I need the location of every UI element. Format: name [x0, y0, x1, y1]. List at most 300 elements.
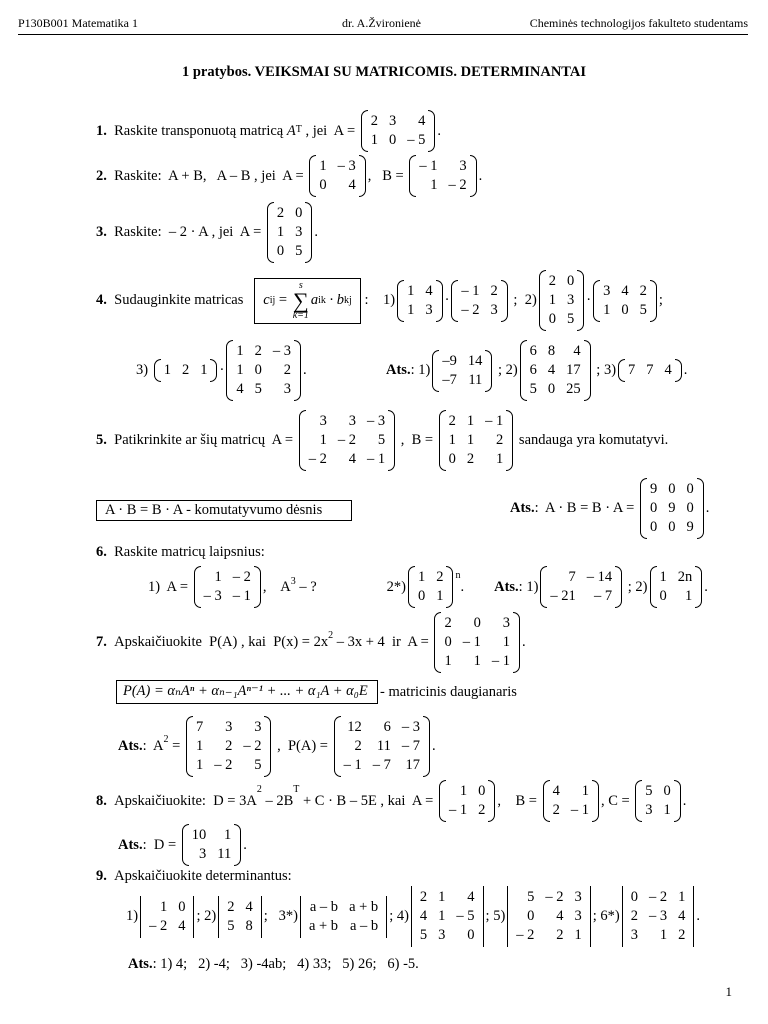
matrix-grid — [306, 410, 388, 471]
bracket-right — [254, 566, 261, 608]
problem-1: 1. Raskite transponuotą matricą A T , jei A = 2 3 4 1 0 – 5 . — [96, 110, 441, 152]
matrix-entry: a + b — [349, 898, 379, 915]
matrix-grid — [458, 280, 500, 322]
problem-4-part-3: 3) 1 2 1 · 1 2 – 3 1 0 2 4 5 3 . — [136, 340, 307, 401]
matrix-entry: 0 — [686, 481, 694, 497]
matrix-entry: 7 — [628, 362, 636, 378]
matrix-entry: 5 — [645, 783, 653, 799]
audience-text: Cheminės technologijos fakulteto studentams — [529, 16, 748, 30]
matrix-entry: 1 — [430, 177, 438, 193]
matrix-entry: – 2 — [461, 301, 480, 318]
matrix-entry: 2 — [448, 413, 456, 429]
matrix-entry: 9 — [686, 519, 694, 535]
bracket-left — [540, 566, 547, 608]
matrix-entry: 1 — [223, 827, 232, 843]
matrix-entry: – 1 — [461, 282, 480, 299]
bracket-right — [675, 359, 682, 382]
bracket-left — [650, 566, 657, 608]
commutativity-law-box: A · B = B · A - komutatyvumo dėsnis — [96, 500, 352, 521]
matrix-entry: 3 — [389, 113, 397, 129]
bracket-left — [182, 824, 189, 866]
matrix-entry: 0 — [478, 783, 486, 799]
bracket-right — [577, 270, 584, 331]
matrix-entry: 1 — [214, 569, 222, 585]
matrix-entry: 4 — [552, 783, 560, 799]
matrix-entry: 2 — [254, 343, 262, 359]
matrix-entry: 1 — [459, 783, 468, 799]
matrix-entry: – 1 — [232, 588, 251, 604]
matrix-entry: 0 — [527, 908, 535, 924]
matrix-grid — [404, 280, 436, 322]
bracket-left — [411, 886, 412, 947]
matrix-entry: – 1 — [570, 802, 589, 818]
matrix-entry: 4 — [621, 282, 629, 299]
matrix-entry: 5 — [254, 381, 262, 397]
matrix-grid — [441, 612, 513, 673]
bracket-left — [539, 270, 546, 331]
bracket-left — [593, 280, 600, 322]
bracket-right — [436, 280, 443, 322]
matrix-entry: 2 — [227, 898, 235, 915]
matrix-entry: 1 — [685, 588, 693, 604]
matrix-entry: 5 — [377, 432, 386, 448]
bracket-right — [488, 780, 495, 822]
matrix-entry: – 1 — [491, 653, 510, 669]
matrix-entry: – 2 — [214, 757, 233, 773]
matrix-entry: –7 — [442, 371, 457, 388]
matrix-entry: 2 — [552, 802, 560, 818]
matrix-grid — [415, 566, 447, 608]
matrix-entry: 1 — [236, 343, 244, 359]
polynomial-formula-box: P(A) = αₙAⁿ + αₙ₋₁Aⁿ⁻¹ + ... + α₁A + α₀E — [116, 680, 378, 704]
matrix-entry: 1 — [548, 292, 557, 308]
matrix-entry: 3 — [502, 615, 510, 631]
bracket-right — [264, 716, 271, 777]
matrix-grid — [657, 566, 696, 608]
problem-5: 5. Patikrinkite ar šių matricų A = 3 3 – 3 1 – 2 5 – 2 4 – 1 , B = 2 1 – 1 1 1 2 0 2 1 sandauga yra komutatyvi. — [96, 410, 668, 471]
matrix-entry: 8 — [245, 917, 253, 934]
matrix-entry: – 1 — [485, 413, 504, 429]
bracket-left — [300, 896, 301, 938]
matrix-entry: – 3 — [401, 719, 420, 735]
matrix-entry: 1 — [444, 653, 452, 669]
matrix-entry: 6 — [529, 362, 537, 378]
matrix-entry: 2 — [630, 908, 639, 924]
bracket-right — [695, 566, 702, 608]
matrix-entry: 1 — [407, 301, 415, 318]
matrix-entry: 4 — [245, 898, 253, 915]
matrix-entry: 0 — [548, 311, 557, 327]
matrix-entry: – 2 — [337, 432, 356, 448]
matrix-entry: 0 — [448, 451, 456, 467]
matrix-entry: 0 — [276, 243, 285, 259]
matrix-grid — [233, 340, 294, 401]
problem-7: 7. Apskaičiuokite P(A) , kai P(x) = 2x $^2$ – 3x + 4 ir A = 2 0 3 0 – 1 1 1 1 – 1 . — [96, 612, 526, 673]
matrix-entry: 5 — [567, 311, 575, 327]
matrix-entry: 3 — [319, 413, 327, 429]
bracket-right — [305, 202, 312, 263]
bracket-left — [186, 716, 193, 777]
matrix-entry: 1 — [466, 413, 475, 429]
matrix-entry: – 3 — [366, 413, 386, 429]
matrix-entry: 3 — [199, 846, 207, 862]
matrix-b — [409, 155, 476, 197]
matrix-entry: 1 — [438, 889, 446, 905]
matrix-grid — [224, 896, 256, 938]
matrix-entry: 0 — [668, 519, 676, 535]
matrix-entry: 4 — [556, 908, 564, 924]
matrix-entry: 1 — [574, 927, 582, 943]
matrix-entry: 2 — [444, 615, 452, 631]
matrix-a — [309, 155, 365, 197]
matrix-entry: 0 — [686, 500, 694, 516]
bracket-right — [193, 896, 194, 938]
matrix-entry: 1 — [319, 158, 327, 174]
bracket-right — [388, 410, 395, 471]
matrix-entry: 1 — [195, 757, 204, 773]
bracket-left — [218, 896, 219, 938]
matrix-grid — [647, 478, 697, 539]
bracket-right — [693, 886, 694, 947]
matrix-entry: 1 — [502, 634, 510, 650]
matrix-entry: 12 — [347, 719, 362, 735]
bracket-right — [470, 155, 477, 197]
matrix-entry: – 1 — [419, 158, 438, 174]
matrix-entry: 1 — [200, 362, 208, 378]
bracket-left — [309, 155, 316, 197]
matrix-entry: 5 — [529, 381, 537, 397]
matrix-grid — [446, 780, 488, 822]
matrix-entry: 3 — [225, 719, 233, 735]
bracket-right — [501, 280, 508, 322]
matrix-entry: 5 — [527, 889, 535, 905]
problem-5-answer: Ats. : A · B = B · A = 9 0 0 0 9 0 0 0 9 . — [510, 478, 709, 539]
bracket-right — [485, 350, 492, 392]
matrix-entry: 3 — [490, 301, 498, 318]
matrix-entry: 2 — [181, 362, 190, 378]
matrix-entry: 3 — [459, 158, 467, 174]
matrix-entry: 0 — [389, 132, 397, 148]
matrix-entry: a – b — [350, 917, 379, 934]
bracket-right — [483, 886, 484, 947]
matrix-entry: 5 — [419, 927, 428, 943]
matrix-grid — [550, 780, 592, 822]
bracket-left — [618, 359, 625, 382]
matrix-entry: – 14 — [586, 569, 613, 585]
matrix-entry: 0 — [668, 481, 676, 497]
matrix-entry: 4 — [419, 908, 428, 924]
bracket-left — [397, 280, 404, 322]
matrix-entry: 2 — [283, 362, 291, 378]
matrix-entry: 2 — [490, 282, 498, 299]
matrix-entry: 0 — [659, 588, 667, 604]
matrix-entry: 4 — [467, 889, 475, 905]
matrix-entry: 4 — [348, 177, 356, 193]
matrix-entry: 1 — [603, 301, 611, 318]
matrix-entry: 1 — [466, 432, 475, 448]
matrix-entry: 3 — [574, 908, 582, 924]
matrix-a — [361, 110, 436, 152]
matrix-entry: – 3 — [203, 588, 222, 604]
matrix-entry: 4 — [425, 282, 433, 299]
matrix-entry: – 5 — [456, 908, 475, 924]
matrix-entry: 0 — [178, 898, 186, 915]
bracket-right — [674, 780, 681, 822]
matrix-grid — [201, 566, 254, 608]
matrix-grid — [306, 896, 381, 938]
matrix-entry: 11 — [217, 846, 232, 862]
bracket-left — [439, 410, 446, 471]
bracket-left — [267, 202, 274, 263]
bracket-right — [590, 886, 591, 947]
matrix-grid — [146, 896, 188, 938]
matrix-entry: 0 — [444, 634, 452, 650]
bracket-right — [359, 155, 366, 197]
matrix-entry: 5 — [295, 243, 303, 259]
matrix-grid — [600, 280, 650, 322]
matrix-entry: 3 — [645, 802, 653, 818]
matrix-entry: 0 — [621, 301, 629, 318]
problem-9: 9. Apskaičiuokite determinantus: — [96, 868, 292, 884]
problem-4: 4. Sudauginkite matricas c ij = s ∑ k=1 a ik · b kj : 1) 1 4 1 3 · – 1 2 – 2 3 ; 2) 2 0 1 3 0 5 · 3 4 2 1 0 5 ; — [96, 270, 663, 331]
bracket-right — [234, 824, 241, 866]
matrix-grid — [274, 202, 306, 263]
matrix-entry: 0 — [473, 615, 481, 631]
bracket-right — [294, 340, 301, 401]
bracket-left — [299, 410, 306, 471]
matrix-entry: – 2 — [308, 451, 327, 467]
matrix-entry: 3 — [283, 381, 291, 397]
matrix-grid — [513, 886, 585, 947]
matrix-entry: 0 — [319, 177, 327, 193]
matrix-entry: 1 — [659, 927, 668, 943]
bracket-right — [446, 566, 453, 608]
matrix-entry: 7 — [568, 569, 576, 585]
matrix-entry: – 1 — [448, 802, 468, 818]
matrix-entry: 3 — [574, 889, 582, 905]
matrix-entry: 3 — [425, 301, 433, 318]
matrix-entry: 3 — [567, 292, 575, 308]
matrix-entry: 4 — [236, 381, 244, 397]
matrix-entry: 1 — [407, 282, 415, 299]
matrix-grid — [368, 110, 429, 152]
matrix-entry: 11 — [468, 371, 483, 388]
matrix-entry: 0 — [295, 205, 303, 221]
matrix-entry: 2 — [436, 569, 444, 585]
problem-9-answer: Ats. : 1) 4; 2) -4; 3) -4ab; 4) 33; 5) 26; 6) -5. — [128, 956, 419, 972]
matrix-entry: – 2 — [545, 889, 564, 905]
page-title: 1 pratybos. VEIKSMAI SU MATRICOMIS. DETERMINANTAI — [181, 64, 587, 80]
problem-6-items: 1) A = 1 – 2 – 3 – 1 , A $^3$ – ? 2*) 1 2 0 1 $^n$ . Ats. : 1) 7 – 14 – 21 – 7 ; 2) 1 2n 0 1 . — [148, 566, 708, 608]
matrix-grid — [547, 566, 615, 608]
matrix-grid — [341, 716, 423, 777]
page-header — [18, 14, 748, 35]
matrix-entry: – 7 — [401, 738, 420, 754]
matrix-entry: 3 — [603, 282, 611, 299]
matrix-entry: 7 — [195, 719, 204, 735]
bracket-left — [622, 886, 623, 947]
matrix-entry: 5 — [227, 917, 235, 934]
matrix-entry: – 2 — [649, 889, 668, 905]
matrix-entry: 0 — [467, 927, 475, 943]
matrix-entry: 0 — [567, 273, 575, 289]
matrix-entry: 4 — [348, 451, 356, 467]
matrix-entry: 0 — [547, 381, 556, 397]
matrix-entry: 1 — [663, 802, 671, 818]
matrix-entry: 9 — [649, 481, 658, 497]
matrix-product-formula: c ij = s ∑ k=1 a ik · b kj — [254, 278, 361, 324]
bracket-right — [428, 110, 435, 152]
matrix-entry: 2 — [466, 451, 475, 467]
problem-2: 2. Raskite: A + B, A – B , jei A = 1 – 3 0 4 , B = – 1 3 1 – 2 . — [96, 155, 482, 197]
matrix-entry: – 2 — [243, 738, 262, 754]
matrix-entry: 1 — [236, 362, 244, 378]
matrix-entry: 2 — [548, 273, 557, 289]
matrix-entry: 5 — [254, 757, 262, 773]
lecturer-name: dr. A.Žvironienė — [342, 16, 421, 30]
bracket-right — [423, 716, 430, 777]
matrix-entry: 0 — [254, 362, 262, 378]
matrix-entry: 1 — [319, 432, 327, 448]
matrix-entry: – 1 — [343, 757, 362, 773]
matrix-grid — [527, 340, 584, 401]
matrix-grid — [417, 886, 478, 947]
matrix-entry: 4 — [178, 917, 186, 934]
matrix-grid — [193, 716, 265, 777]
matrix-entry: 25 — [566, 381, 581, 397]
problem-3: 3. Raskite: – 2 · A , jei A = 2 0 1 3 0 5 . — [96, 202, 318, 263]
bracket-left — [226, 340, 233, 401]
matrix-entry: – 2 — [516, 927, 535, 943]
bracket-left — [408, 566, 415, 608]
bracket-left — [439, 780, 446, 822]
matrix-entry: 5 — [639, 301, 647, 318]
problem-9-determinants: 1) 1 0 – 2 4 ; 2) 2 4 5 8 ; 3*) a – b a + b a + b a – b ; 4) 2 1 4 4 1 – 5 5 3 0 ; 5) 5 – 2 3 0 4 3 – 2 2 1 ; 6*) 0 – 2 1 2 – 3 4 3 1 2 . — [126, 886, 700, 947]
matrix-entry: 10 — [191, 827, 207, 843]
matrix-entry: 1 — [438, 908, 446, 924]
matrix-entry: 1 — [659, 569, 667, 585]
matrix-entry: 17 — [405, 757, 420, 773]
matrix-entry: 3 — [254, 719, 262, 735]
bracket-left — [640, 478, 647, 539]
matrix-entry: – 2 — [448, 177, 467, 193]
bracket-right — [261, 896, 262, 938]
bracket-right — [386, 896, 387, 938]
matrix-entry: 2 — [496, 432, 504, 448]
matrix-entry: – 21 — [550, 588, 576, 604]
matrix-entry: – 1 — [462, 634, 481, 650]
bracket-left — [334, 716, 341, 777]
matrix-entry: 8 — [547, 343, 556, 359]
matrix-entry: 2 — [419, 889, 428, 905]
problem-7-answer: Ats. : A $^2$ = 7 3 3 1 2 – 2 1 – 2 5 , P(A) = 12 6 – 3 2 11 – 7 – 1 – 7 17 . — [118, 716, 436, 777]
matrix-entry: 3 — [295, 224, 303, 240]
matrix-entry: 1 — [417, 569, 426, 585]
matrix-entry: 0 — [663, 783, 671, 799]
bracket-right — [615, 566, 622, 608]
bracket-left — [140, 896, 141, 938]
matrix-entry: – 2 — [149, 917, 168, 934]
problem-8-answer: Ats. : D = 10 1 3 11 . — [118, 824, 247, 866]
matrix-grid — [189, 824, 234, 866]
matrix-grid — [439, 350, 485, 392]
matrix-entry: 14 — [467, 352, 483, 369]
course-code: P130B001 Matematika 1 — [18, 16, 138, 30]
matrix-entry: 1 — [448, 432, 456, 448]
matrix-entry: 2 — [478, 802, 486, 818]
matrix-entry: 3 — [348, 413, 356, 429]
bracket-left — [635, 780, 642, 822]
bracket-left — [361, 110, 368, 152]
bracket-right — [506, 410, 513, 471]
matrix-entry: – 2 — [232, 569, 251, 585]
bracket-right — [650, 280, 657, 322]
problem-8: 8. Apskaičiuokite: D = 3A $^2$ – 2B $^T$ + C · B – 5E , kai A = 1 0 – 1 2 , B = 4 1 2 – 1 , C = 5 0 3 1 . — [96, 780, 686, 822]
matrix-entry: 3 — [438, 927, 446, 943]
bracket-left — [409, 155, 416, 197]
matrix-grid — [446, 410, 507, 471]
matrix-entry: 0 — [649, 500, 658, 516]
bracket-right — [584, 340, 591, 401]
matrix-grid — [546, 270, 578, 331]
bracket-left — [507, 886, 508, 947]
matrix-entry: – 3 — [649, 908, 668, 924]
matrix-entry: 0 — [417, 588, 426, 604]
matrix-entry: –9 — [442, 352, 457, 369]
matrix-entry: 2 — [354, 738, 362, 754]
bracket-left — [451, 280, 458, 322]
matrix-entry: 1 — [276, 224, 285, 240]
sum-symbol: s ∑ k=1 — [292, 279, 309, 321]
matrix-entry: – 5 — [407, 132, 426, 148]
matrix-grid — [416, 155, 469, 197]
matrix-entry: 2 — [639, 282, 647, 299]
matrix-entry: 2n — [677, 569, 693, 585]
matrix-grid — [642, 780, 674, 822]
matrix-entry: 2 — [225, 738, 233, 754]
bracket-left — [520, 340, 527, 401]
bracket-left — [194, 566, 201, 608]
matrix-entry: 4 — [418, 113, 426, 129]
matrix-entry: 4 — [573, 343, 581, 359]
matrix-entry: a + b — [308, 917, 339, 934]
bracket-right — [210, 359, 217, 382]
matrix-grid — [625, 359, 675, 382]
matrix-entry: 1 — [678, 889, 686, 905]
matrix-entry: 2 — [678, 927, 686, 943]
bracket-right — [513, 612, 520, 673]
bracket-left — [543, 780, 550, 822]
bracket-left — [434, 612, 441, 673]
matrix-entry: 1 — [473, 653, 481, 669]
matrix-entry: 2 — [370, 113, 379, 129]
matrix-a — [267, 202, 313, 263]
matrix-entry: 0 — [649, 519, 658, 535]
matrix-entry: 7 — [646, 362, 654, 378]
matrix-entry: 6 — [529, 343, 537, 359]
matrix-entry: 0 — [630, 889, 639, 905]
problem-4-answers: Ats. : 1) –9 14 –7 11 ; 2) 6 8 4 6 4 17 5 0 25 ; 3) 7 7 4 . — [386, 340, 687, 401]
matrix-entry: – 7 — [594, 588, 613, 604]
matrix-entry: 6 — [383, 719, 391, 735]
matrix-entry: 17 — [566, 362, 581, 378]
matrix-entry: 2 — [276, 205, 285, 221]
matrix-entry: – 1 — [366, 451, 386, 467]
matrix-entry: 4 — [678, 908, 686, 924]
matrix-entry: a – b — [309, 898, 339, 915]
matrix-grid — [316, 155, 358, 197]
matrix-entry: 2 — [556, 927, 564, 943]
